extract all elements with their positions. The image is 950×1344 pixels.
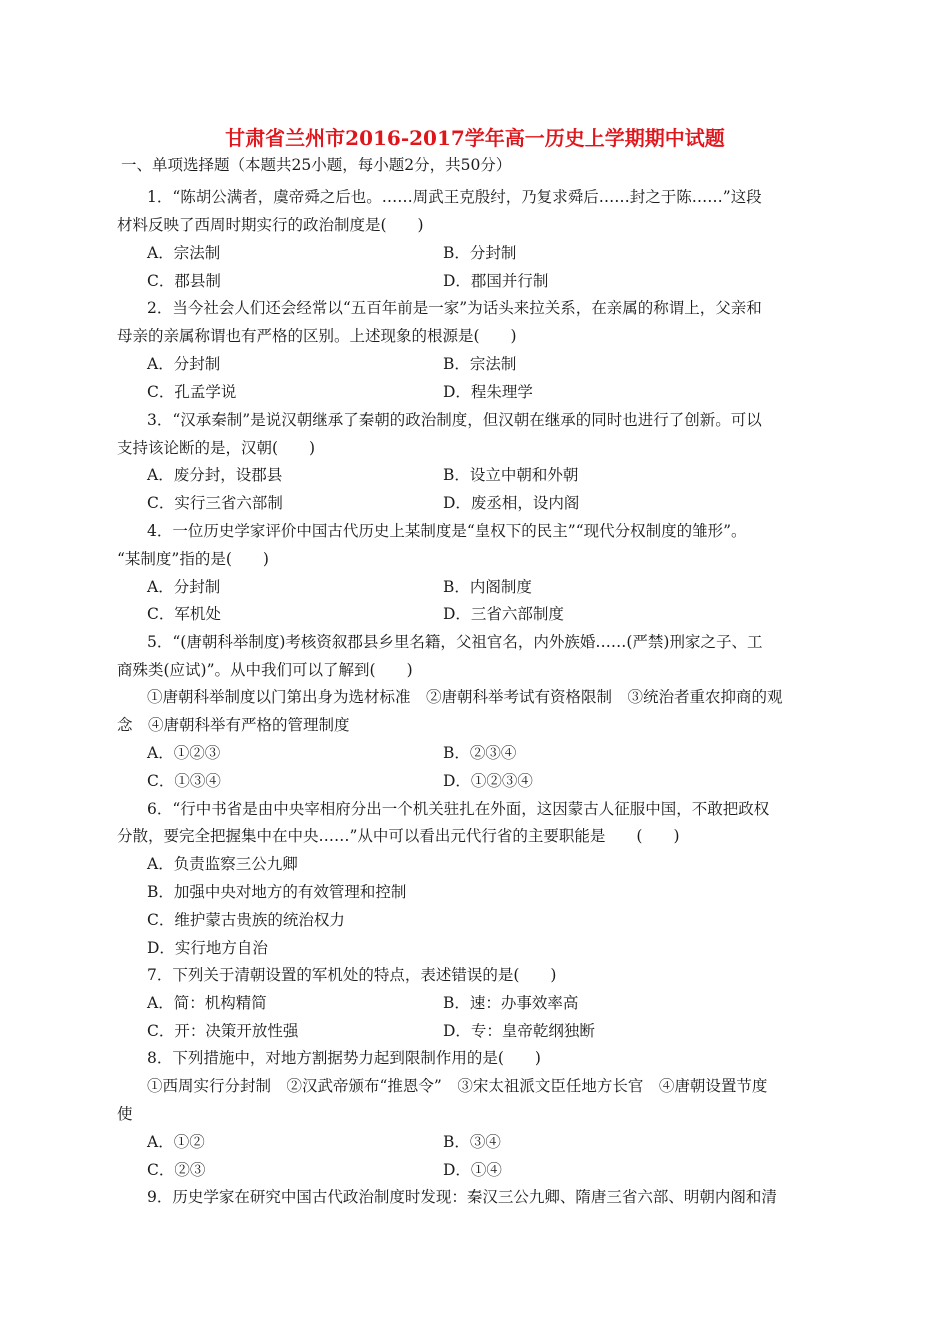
- question-4-option-b: B．内阁制度: [443, 578, 532, 596]
- question-5-items-line-1: ①唐朝科举制度以门第出身为选材标准 ②唐朝科举考试有资格限制 ③统治者重农抑商的观: [147, 688, 783, 706]
- question-7-stem-line-1: 7．下列关于清朝设置的军机处的特点，表述错误的是( ): [147, 966, 557, 984]
- question-2-option-c: C．孔孟学说: [147, 383, 237, 401]
- question-3-option-a: A．废分封，设郡县: [147, 466, 283, 484]
- question-1-option-b: B．分封制: [443, 244, 517, 262]
- question-8-option-a: A．①②: [147, 1133, 205, 1151]
- question-6-option-c: C．维护蒙古贵族的统治权力: [147, 911, 345, 929]
- question-5-option-b: B．②③④: [443, 744, 517, 762]
- question-3-option-b: B．设立中朝和外朝: [443, 466, 579, 484]
- question-5-option-d: D．①②③④: [443, 772, 533, 790]
- question-1-option-c: C．郡县制: [147, 272, 221, 290]
- question-6-stem-line-1: 6．“行中书省是由中央宰相府分出一个机关驻扎在外面，这因蒙古人征服中国，不敢把政权: [147, 800, 770, 818]
- question-6-option-d: D．实行地方自治: [147, 939, 268, 957]
- question-4-stem-line-1: 4．一位历史学家评价中国古代历史上某制度是“皇权下的民主”“现代分权制度的雏形”。: [147, 522, 747, 540]
- question-2-stem-line-2: 母亲的亲属称谓也有严格的区别。上述现象的根源是( ): [117, 327, 517, 345]
- question-1-stem-line-1: 1．“陈胡公满者，虞帝舜之后也。……周武王克殷纣，乃复求舜后……封之于陈……”这段: [147, 188, 762, 206]
- question-2-stem-line-1: 2．当今社会人们还会经常以“五百年前是一家”为话头来拉关系，在亲属的称谓上，父亲和: [147, 299, 762, 317]
- question-1-option-a: A．宗法制: [147, 244, 221, 262]
- question-5-stem-line-2: 商殊类(应试)”。从中我们可以了解到( ): [117, 661, 413, 679]
- question-8-option-b: B．③④: [443, 1133, 501, 1151]
- question-9-stem-line-1: 9．历史学家在研究中国古代政治制度时发现：秦汉三公九卿、隋唐三省六部、明朝内阁和清: [147, 1188, 777, 1206]
- question-7-option-b: B．速：办事效率高: [443, 994, 579, 1012]
- question-5-option-c: C．①③④: [147, 772, 221, 790]
- question-2-option-b: B．宗法制: [443, 355, 517, 373]
- question-5-stem-line-1: 5．“(唐朝科举制度)考核资叙郡县乡里名籍，父祖官名，内外族婚……(严禁)刑家之子、工: [147, 633, 763, 651]
- question-4-stem-line-2: “某制度”指的是( ): [117, 550, 269, 568]
- question-2-option-a: A．分封制: [147, 355, 221, 373]
- question-3-stem-line-1: 3．“汉承秦制”是说汉朝继承了秦朝的政治制度，但汉朝在继承的同时也进行了创新。可以: [147, 411, 762, 429]
- question-4-option-c: C．军机处: [147, 605, 221, 623]
- question-8-items-line-1: ①西周实行分封制 ②汉武帝颁布“推恩令” ③宋太祖派文臣任地方长官 ④唐朝设置节度: [147, 1077, 768, 1095]
- question-7-option-c: C．开：决策开放性强: [147, 1022, 299, 1040]
- question-6-option-a: A．负责监察三公九卿: [147, 855, 298, 873]
- question-1-option-d: D．郡国并行制: [443, 272, 549, 290]
- question-4-option-a: A．分封制: [147, 578, 221, 596]
- question-8-items-line-2: 使: [117, 1105, 133, 1123]
- section-heading: 一、单项选择题（本题共25小题，每小题2分，共50分）: [121, 156, 512, 174]
- question-8-option-d: D．①④: [443, 1161, 502, 1179]
- question-7-option-a: A．简：机构精简: [147, 994, 267, 1012]
- question-4-option-d: D．三省六部制度: [443, 605, 564, 623]
- document-title: 甘肃省兰州市2016-2017学年高一历史上学期期中试题: [225, 126, 725, 150]
- question-2-option-d: D．程朱理学: [443, 383, 533, 401]
- question-8-stem-line-1: 8．下列措施中，对地方割据势力起到限制作用的是( ): [147, 1049, 541, 1067]
- question-5-items-line-2: 念 ④唐朝科举有严格的管理制度: [117, 716, 350, 734]
- question-3-option-d: D．废丞相，设内阁: [443, 494, 580, 512]
- question-1-stem-line-2: 材料反映了西周时期实行的政治制度是( ): [117, 216, 424, 234]
- question-6-stem-line-2: 分散，要完全把握集中在中央……”从中可以看出元代行省的主要职能是 ( ): [117, 827, 680, 845]
- question-7-option-d: D．专：皇帝乾纲独断: [443, 1022, 595, 1040]
- question-6-option-b: B．加强中央对地方的有效管理和控制: [147, 883, 407, 901]
- question-3-option-c: C．实行三省六部制: [147, 494, 283, 512]
- question-5-option-a: A．①②③: [147, 744, 221, 762]
- question-3-stem-line-2: 支持该论断的是，汉朝( ): [117, 439, 316, 457]
- question-8-option-c: C．②③: [147, 1161, 206, 1179]
